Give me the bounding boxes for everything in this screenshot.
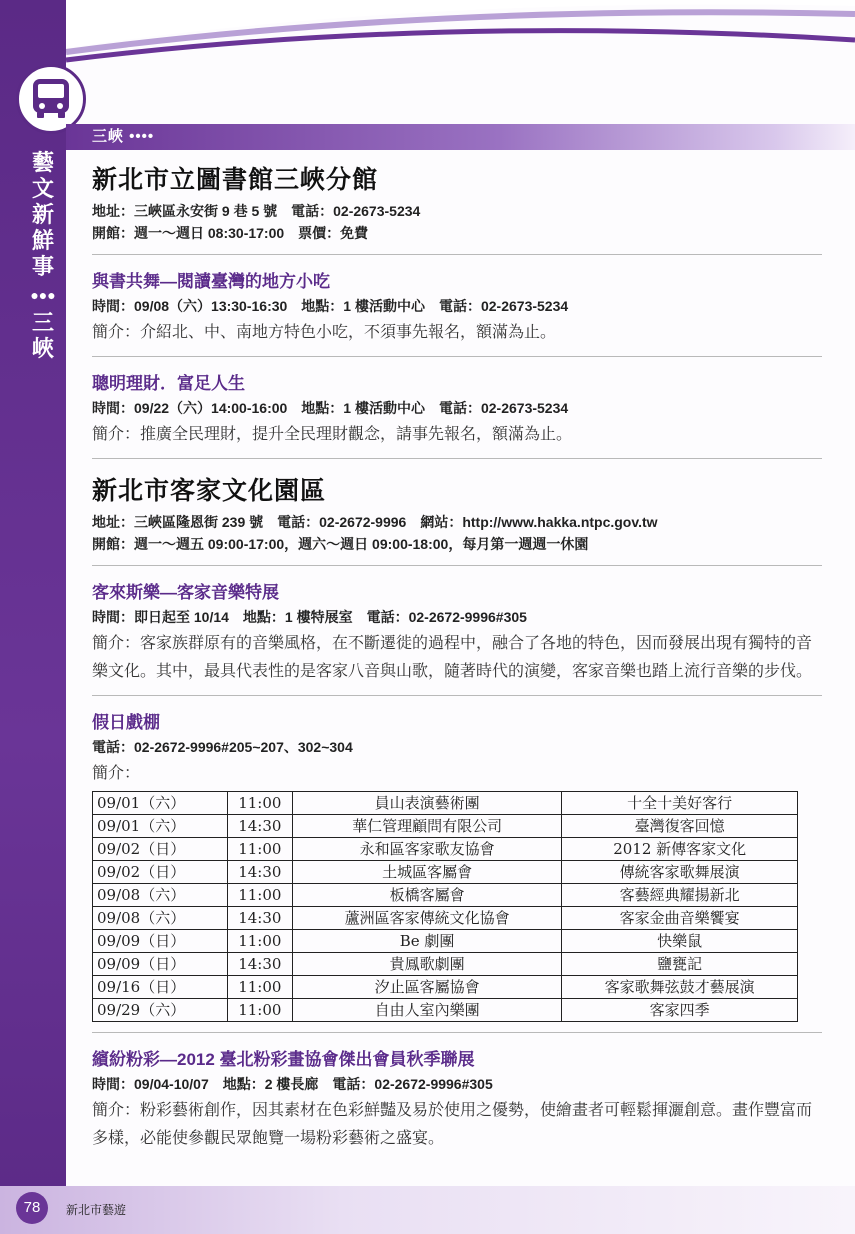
date-cell: 09/08（六） — [93, 884, 228, 907]
table-row — [93, 999, 798, 1022]
divider — [92, 1032, 822, 1033]
table-row — [93, 861, 798, 884]
event-title: 繽紛粉彩—2012 臺北粉彩畫協會傑出會員秋季聯展 — [92, 1050, 475, 1069]
header-swoosh — [0, 0, 855, 70]
performer-cell: 華仁管理顧問有限公司 — [292, 815, 562, 838]
date-cell: 09/09（日） — [93, 953, 228, 976]
performer-cell: Be 劇團 — [292, 930, 562, 953]
section-header-bar: 三峽 •••• — [66, 124, 855, 150]
table-row — [93, 907, 798, 930]
program-cell: 2012 新傳客家文化 — [562, 838, 798, 861]
venue-title: 新北市客家文化園區 — [92, 477, 327, 505]
event-desc: 簡介：推廣全民理財，提升全民理財觀念，請事先報名，額滿為止。 — [92, 424, 573, 443]
date-cell: 09/01（六） — [93, 815, 228, 838]
venue-info — [92, 511, 822, 555]
event-desc: 簡介：客家族群原有的音樂風格，在不斷遷徙的過程中，融合了各地的特色，因而發展出現有獨特的音樂文化。其中，最具代表性的是客家八音與山歌，隨著時代的演變，客家音樂也踏上流行音樂的步伐。 — [92, 633, 813, 680]
event-desc: 簡介：粉彩藝術創作，因其素材在色彩鮮豔及易於使用之優勢，使繪畫者可輕鬆揮灑創意。畫作豐富而多樣，必能使參觀民眾飽覽一場粉彩藝術之盛宴。 — [92, 1100, 813, 1147]
time-cell: 11:00 — [227, 976, 292, 999]
vertical-dots: ●●● — [30, 287, 56, 303]
footer-band — [0, 1186, 855, 1234]
venue-address-line: 地址：三峽區隆恩街 239 號 電話：02-2672-9996 網站：http://www.hakka.ntpc.gov.tw — [92, 514, 658, 530]
performer-cell: 員山表演藝術團 — [292, 792, 562, 815]
date-cell: 09/02（日） — [93, 861, 228, 884]
program-cell: 鹽甕記 — [562, 953, 798, 976]
performer-cell: 土城區客屬會 — [292, 861, 562, 884]
theater-intro: 簡介： — [92, 763, 141, 782]
theater-phone: 電話：02-2672-9996#205~207、302~304 — [92, 739, 353, 755]
main-content — [92, 160, 822, 1152]
performer-cell: 汐止區客屬協會 — [292, 976, 562, 999]
performer-cell: 蘆洲區客家傳統文化協會 — [292, 907, 562, 930]
venue-title: 新北市立圖書館三峽分館 — [92, 166, 379, 194]
vertical-title-text: 藝文新鮮事 — [31, 150, 54, 279]
time-cell: 14:30 — [227, 953, 292, 976]
program-cell: 客家金曲音樂饗宴 — [562, 907, 798, 930]
venue-hours-line: 開館：週一～週五 09:00-17:00，週六～週日 09:00-18:00，每月第一週週一休園 — [92, 536, 589, 552]
table-row — [93, 792, 798, 815]
page-number: 78 — [16, 1192, 48, 1224]
program-cell: 傳統客家歌舞展演 — [562, 861, 798, 884]
event-desc: 簡介：介紹北、中、南地方特色小吃，不須事先報名，額滿為止。 — [92, 322, 557, 341]
time-cell: 11:00 — [227, 930, 292, 953]
table-row — [93, 884, 798, 907]
divider — [92, 565, 822, 566]
event-title: 聰明理財．富足人生 — [92, 374, 245, 393]
program-cell: 客家四季 — [562, 999, 798, 1022]
event-meta: 時間：09/22（六）14:00-16:00 地點：1 樓活動中心 電話：02-2673-5234 — [92, 400, 569, 416]
time-cell: 14:30 — [227, 907, 292, 930]
performer-cell: 板橋客屬會 — [292, 884, 562, 907]
time-cell: 14:30 — [227, 815, 292, 838]
publication-name: 新北市藝遊 — [66, 1203, 127, 1217]
divider — [92, 458, 822, 459]
date-cell: 09/02（日） — [93, 838, 228, 861]
event-title: 與書共舞—閱讀臺灣的地方小吃 — [92, 272, 330, 291]
performer-cell: 貴鳳歌劇團 — [292, 953, 562, 976]
event-meta: 時間：09/08（六）13:30-16:30 地點：1 樓活動中心 電話：02-2673-5234 — [92, 298, 569, 314]
event-title: 客來斯樂—客家音樂特展 — [92, 583, 279, 602]
date-cell: 09/01（六） — [93, 792, 228, 815]
divider — [92, 254, 822, 255]
performer-cell: 自由人室內樂團 — [292, 999, 562, 1022]
vertical-district: 三峽 — [31, 310, 54, 361]
time-cell: 11:00 — [227, 838, 292, 861]
date-cell: 09/08（六） — [93, 907, 228, 930]
program-cell: 客藝經典耀揚新北 — [562, 884, 798, 907]
bus-icon — [28, 76, 74, 122]
date-cell: 09/29（六） — [93, 999, 228, 1022]
theater-title: 假日戲棚 — [92, 713, 160, 732]
schedule-table — [92, 791, 798, 1022]
venue-hours-line: 開館：週一～週日 08:30-17:00 票價：免費 — [92, 225, 369, 241]
venue-address-line: 地址：三峽區永安街 9 巷 5 號 電話：02-2673-5234 — [92, 203, 421, 219]
table-row — [93, 976, 798, 999]
event-meta: 時間：即日起至 10/14 地點：1 樓特展室 電話：02-2672-9996#305 — [92, 609, 527, 625]
performer-cell: 永和區客家歌友協會 — [292, 838, 562, 861]
date-cell: 09/16（日） — [93, 976, 228, 999]
program-cell: 臺灣復客回憶 — [562, 815, 798, 838]
time-cell: 11:00 — [227, 884, 292, 907]
table-row — [93, 953, 798, 976]
time-cell: 11:00 — [227, 792, 292, 815]
event-meta: 時間：09/04-10/07 地點：2 樓長廊 電話：02-2672-9996#305 — [92, 1076, 493, 1092]
date-cell: 09/09（日） — [93, 930, 228, 953]
divider — [92, 356, 822, 357]
program-cell: 客家歌舞弦鼓才藝展演 — [562, 976, 798, 999]
divider — [92, 695, 822, 696]
program-cell: 快樂鼠 — [562, 930, 798, 953]
time-cell: 14:30 — [227, 861, 292, 884]
venue-info — [92, 200, 822, 244]
program-cell: 十全十美好客行 — [562, 792, 798, 815]
table-row — [93, 838, 798, 861]
table-row — [93, 930, 798, 953]
time-cell: 11:00 — [227, 999, 292, 1022]
table-row — [93, 815, 798, 838]
vertical-section-title — [28, 150, 58, 362]
